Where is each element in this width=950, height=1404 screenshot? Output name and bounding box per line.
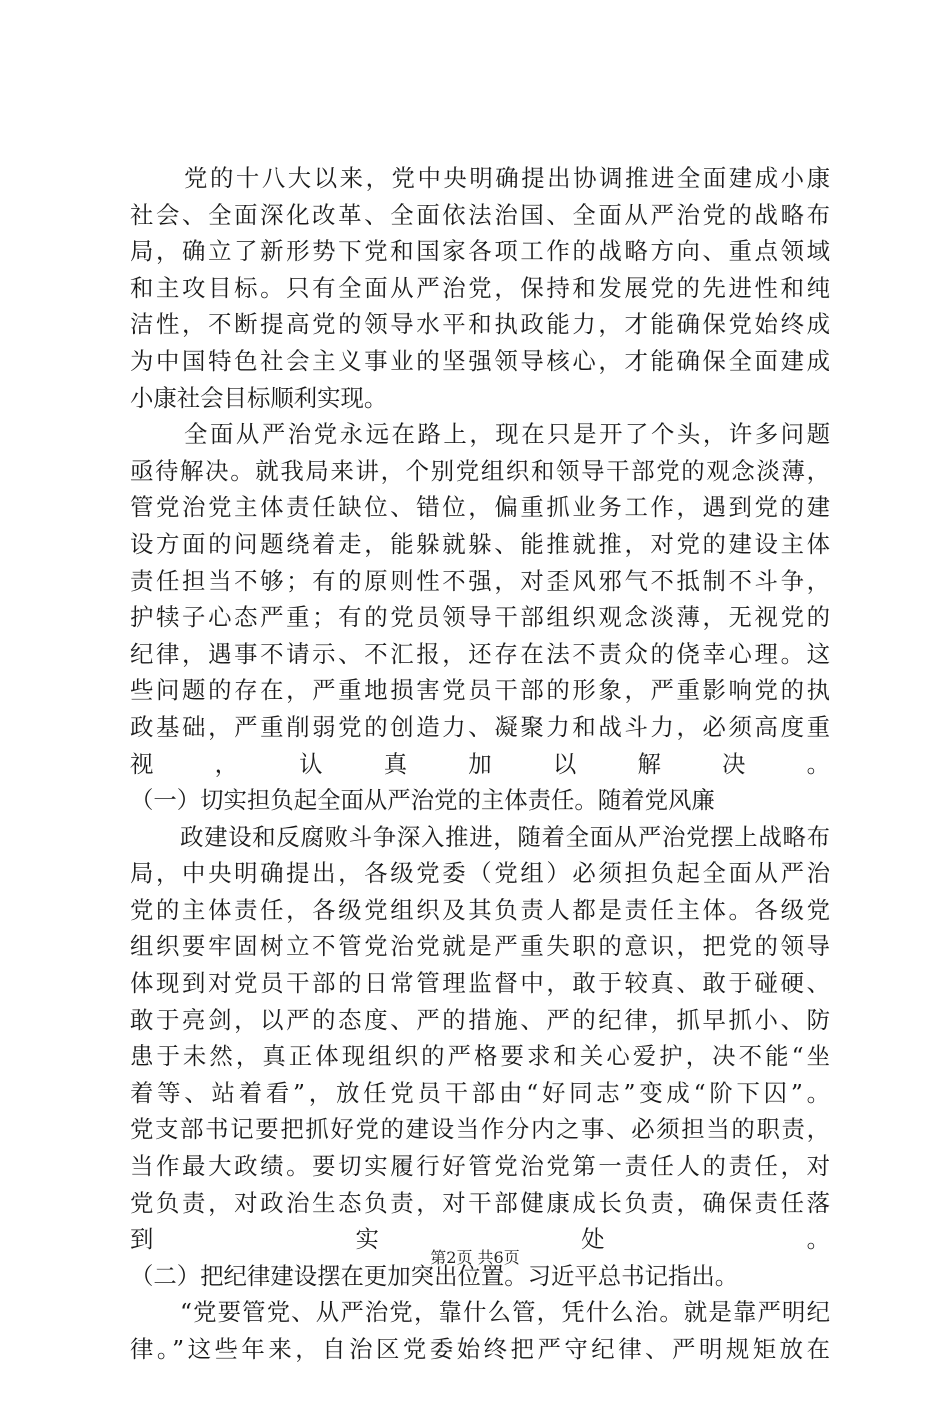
body-text [130, 160, 830, 1404]
paragraph-4-line-2: 律。”这些年来，自治区党委始终把严守纪律、严明规矩放在 [130, 1335, 830, 1363]
paragraph-2-line-3: 管党治党主体责任缺位、错位，偏重抓业务工作，遇到党的建 [130, 493, 830, 522]
paragraph-3-line-3: 党的主体责任，各级党组织及其负责人都是责任主体。各级党 [130, 895, 830, 924]
page-number-footer: 第2页 共6页 [430, 1248, 520, 1267]
paragraph-2-line-2: 亟待解决。就我局来讲，个别党组织和领导干部党的观念淡薄， [130, 456, 830, 485]
paragraph-3-line-5: 体现到对党员干部的日常管理监督中，敢于较真、敢于碰硬、 [130, 969, 830, 998]
paragraph-3-line-8: 着等、站着看”，放任党员干部由“好同志”变成“阶下囚”。 [130, 1078, 830, 1107]
paragraph-3-line-6: 敢于亮剑，以严的态度、严的措施、严的纪律，抓早抓小、防 [130, 1005, 830, 1034]
paragraph-2-line-8: 些问题的存在，严重地损害党员干部的形象，严重影响党的执 [130, 676, 830, 705]
paragraph-2-line-4: 设方面的问题绕着走，能躲就躲、能推就推，对党的建设主体 [130, 529, 830, 558]
paragraph-2-line-10: 视，认真加以解决。 [130, 749, 830, 778]
paragraph-1-line-5: 洁性，不断提高党的领导水平和执政能力，才能确保党始终成 [130, 310, 830, 339]
paragraph-2-line-11: （一）切实担负起全面从严治党的主体责任。随着党风廉 [130, 786, 715, 815]
paragraph-2-line-7: 纪律，遇事不请示、不汇报，还存在法不责众的侥幸心理。这 [130, 639, 830, 668]
paragraph-2-line-9: 政基础，严重削弱党的创造力、凝聚力和战斗力，必须高度重 [130, 712, 830, 741]
paragraph-3-line-7: 患于未然，真正体现组织的严格要求和关心爱护，决不能“坐 [130, 1042, 830, 1071]
paragraph-4-line-1: “党要管党、从严治党，靠什么管，凭什么治。就是靠严明纪 [180, 1298, 830, 1327]
paragraph-2-line-5: 责任担当不够；有的原则性不强，对歪风邪气不抵制不斗争， [130, 566, 830, 595]
paragraph-3-line-2: 局，中央明确提出，各级党委（党组）必须担负起全面从严治 [130, 859, 830, 888]
paragraph-3-line-4: 组织要牢固树立不管党治党就是严重失职的意识，把党的领导 [130, 932, 830, 961]
paragraph-3-line-9: 党支部书记要把抓好党的建设当作分内之事、必须担当的职责， [130, 1115, 830, 1144]
paragraph-1-line-7: 小康社会目标顺利实现。 [130, 383, 388, 412]
paragraph-3-line-13: （二）把纪律建设摆在更加突出位置。习近平总书记指出。 [130, 1261, 739, 1290]
paragraph-1-line-3: 局，确立了新形势下党和国家各项工作的战略方向、重点领域 [130, 237, 830, 266]
paragraph-1-line-1: 党的十八大以来，党中央明确提出协调推进全面建成小康 [184, 164, 830, 192]
paragraph-1-line-6: 为中国特色社会主义事业的坚强领导核心，才能确保全面建成 [130, 346, 830, 375]
paragraph-3-line-10: 当作最大政绩。要切实履行好管党治党第一责任人的责任，对 [130, 1152, 830, 1181]
paragraph-1-line-2: 社会、全面深化改革、全面依法治国、全面从严治党的战略布 [130, 200, 830, 229]
paragraph-2-line-1: 全面从严治党永远在路上，现在只是开了个头，许多问题 [184, 420, 830, 449]
paragraph-3-line-12: 到实处。 [130, 1225, 830, 1254]
paragraph-1-line-4: 和主攻目标。只有全面从严治党，保持和发展党的先进性和纯 [130, 273, 830, 302]
paragraph-2-line-6: 护犊子心态严重；有的党员领导干部组织观念淡薄，无视党的 [130, 603, 830, 632]
paragraph-3-line-11: 党负责，对政治生态负责，对干部健康成长负责，确保责任落 [130, 1188, 830, 1217]
paragraph-4-line-3 [130, 1368, 830, 1404]
paragraph-3-line-1: 政建设和反腐败斗争深入推进，随着全面从严治党摆上战略布 [180, 822, 830, 851]
